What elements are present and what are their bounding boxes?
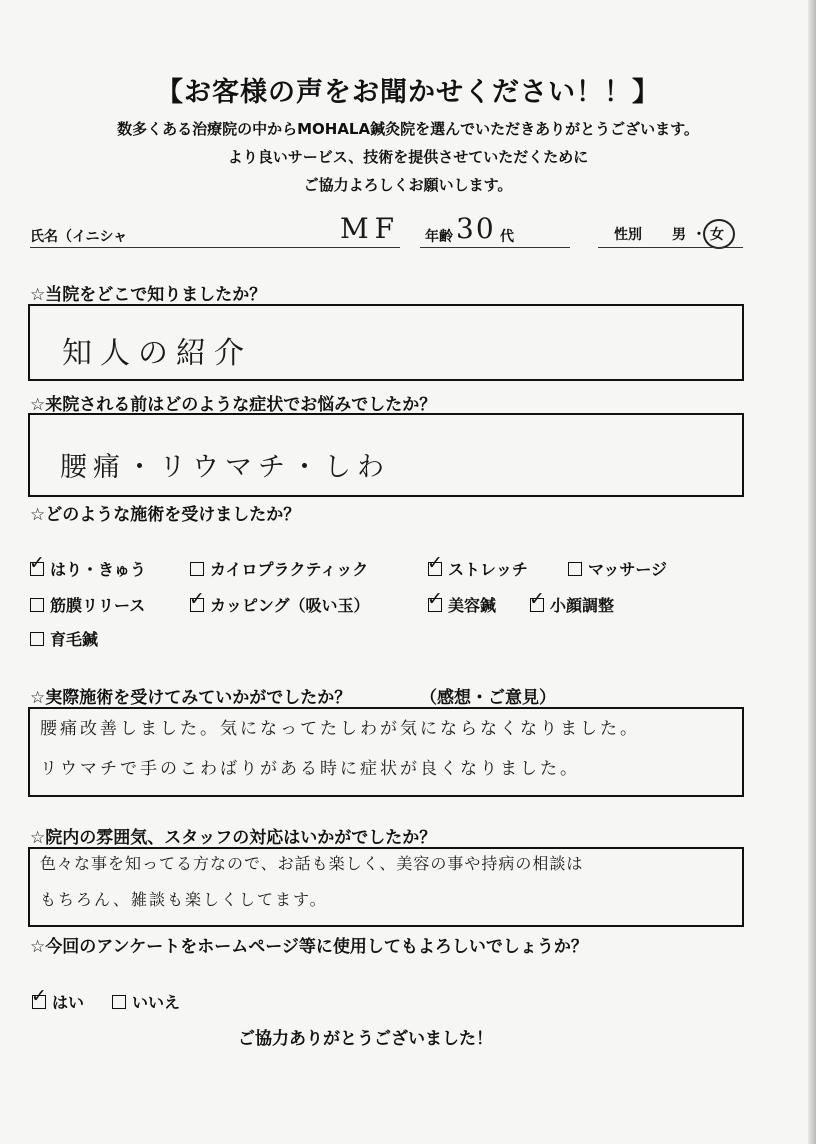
option-yes[interactable]: [31, 984, 85, 1013]
checkbox[interactable]: [189, 587, 205, 612]
checkbox[interactable]: [190, 562, 204, 576]
q4-answer-line-1: 腰痛改善しました。気になってたしわが気にならなくなりました。: [40, 719, 640, 739]
checkbox[interactable]: [427, 551, 443, 576]
closing-message: ご協力ありがとうございました！: [238, 1029, 493, 1049]
check-mark-icon: ✓: [427, 551, 443, 574]
name-value[interactable]: MF: [340, 212, 401, 245]
check-mark-icon: ✓: [427, 587, 443, 610]
q2-label: ☆来院される前はどのような症状でお悩みでしたか？: [30, 395, 437, 415]
q4-sublabel: （感想・ご意見）: [420, 688, 556, 708]
gender-label: 性別: [614, 227, 642, 243]
option-label: 美容鍼: [448, 596, 497, 615]
q5-answer-line-1: 色々な事を知ってる方なので、お話も楽しく、美容の事や持病の相談は: [40, 854, 584, 873]
page-edge: [808, 0, 816, 1144]
q2-answer: 腰痛・リウマチ・しわ: [60, 452, 390, 483]
q5-label: ☆院内の雰囲気、スタッフの対応はいかがでしたか？: [30, 828, 437, 848]
q4-label: ☆実際施術を受けてみていかがでしたか？: [30, 688, 352, 708]
gender-selected-circle: [703, 219, 735, 249]
q4-answer-line-2: リウマチで手のこわばりがある時に症状が良くなりました。: [40, 759, 580, 779]
option-beauty-acupuncture[interactable]: [427, 587, 497, 616]
name-underline: [30, 247, 400, 248]
checkbox[interactable]: [30, 632, 44, 646]
q6-label: ☆今回のアンケートをホームページ等に使用してもよろしいでしょうか？: [30, 937, 588, 957]
option-small-face[interactable]: [529, 587, 615, 616]
age-value[interactable]: 30: [456, 212, 496, 245]
checkbox[interactable]: [529, 587, 545, 612]
name-label: 氏名（イニシャ: [30, 229, 128, 245]
option-label: カイロプラクティック: [210, 560, 369, 579]
q1-label: ☆当院をどこで知りましたか？: [30, 285, 267, 305]
q5-answer-line-2: もちろん、雑談も楽しくしてます。: [40, 890, 328, 909]
option-label: はい: [52, 993, 85, 1012]
option-hair-growth[interactable]: [30, 627, 98, 650]
age-underline: [420, 247, 570, 248]
q3-label: ☆どのような施術を受けましたか？: [30, 505, 301, 525]
check-mark-icon: ✓: [31, 984, 47, 1007]
option-fascia-release[interactable]: [30, 593, 145, 616]
checkbox[interactable]: [30, 598, 44, 612]
check-mark-icon: ✓: [29, 551, 45, 574]
intro-line-2: より良いサービス、技術を提供させていただくために: [227, 148, 589, 166]
intro-line-3: ご協力よろしくお願いします。: [303, 176, 513, 194]
option-label: いいえ: [132, 993, 181, 1012]
option-hari-kyu[interactable]: [29, 551, 147, 580]
check-mark-icon: ✓: [529, 587, 545, 610]
gender-underline: [598, 247, 743, 248]
option-chiropractic[interactable]: [190, 557, 368, 580]
checkbox[interactable]: [427, 587, 443, 612]
gender-male[interactable]: 男: [672, 227, 686, 243]
option-massage[interactable]: [568, 557, 667, 580]
option-label: マッサージ: [588, 560, 668, 579]
age-label: 年齢: [425, 229, 453, 245]
option-label: 小顔調整: [550, 596, 615, 615]
checkbox[interactable]: [31, 984, 47, 1009]
checkbox[interactable]: [112, 995, 126, 1009]
check-mark-icon: ✓: [189, 587, 205, 610]
option-stretch[interactable]: [427, 551, 528, 580]
option-no[interactable]: [112, 990, 180, 1013]
age-suffix: 代: [500, 229, 514, 245]
q1-answer: 知人の紹介: [62, 336, 252, 371]
option-label: 筋膜リリース: [50, 596, 146, 615]
intro-line-1: 数多くある治療院の中からMOHALA鍼灸院を選んでいただきありがとうございます。: [117, 120, 699, 138]
option-label: ストレッチ: [448, 560, 528, 579]
checkbox[interactable]: [29, 551, 45, 576]
gender-separator: ・: [692, 227, 706, 243]
option-label: はり・きゅう: [50, 560, 147, 579]
option-label: 育毛鍼: [50, 630, 99, 649]
gender-female[interactable]: 女: [710, 227, 724, 243]
option-label: カッピング（吸い玉）: [210, 596, 370, 615]
checkbox[interactable]: [568, 562, 582, 576]
option-cupping[interactable]: [189, 587, 370, 616]
form-title: 【お客様の声をお聞かせください！！】: [156, 77, 660, 108]
